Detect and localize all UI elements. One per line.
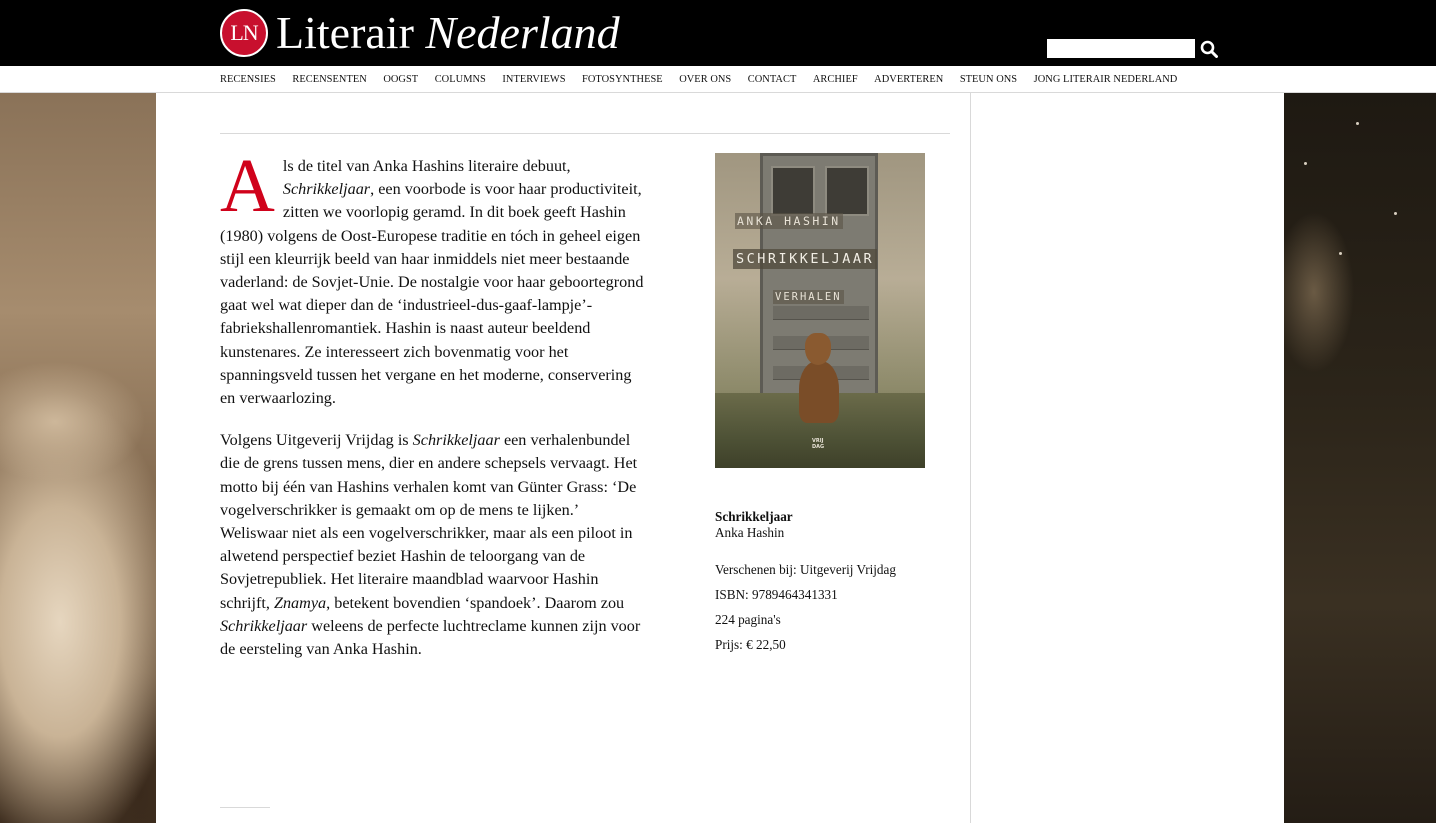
sidebar-divider (970, 93, 971, 823)
nav-item-columns[interactable]: COLUMNS (434, 74, 486, 85)
site-header (0, 0, 1436, 66)
book-author: Anka Hashin (715, 525, 785, 540)
cover-dog (799, 361, 839, 423)
book-info (715, 509, 955, 657)
nav-item-adverteren[interactable]: ADVERTEREN (874, 74, 944, 85)
nav-item-archief[interactable]: ARCHIEF (812, 74, 858, 85)
cover-subtitle: VERHALEN (775, 291, 842, 303)
nav-item-interviews[interactable]: INTERVIEWS (502, 74, 566, 85)
book-cover[interactable] (715, 153, 925, 468)
content-panel (156, 93, 1284, 823)
divider-small (220, 807, 270, 808)
cover-dog-head (805, 333, 831, 365)
nav-item-oogst[interactable]: OOGST (383, 74, 419, 85)
book-title-italic: Schrikkeljaar (412, 431, 500, 450)
book-isbn: ISBN: 9789464341331 (715, 587, 838, 602)
nav-item-recensenten[interactable]: RECENSENTEN (292, 74, 367, 85)
book-pages: 224 pagina's (715, 612, 781, 627)
logo-word-literair: Literair (276, 7, 414, 58)
logo-text (276, 8, 620, 58)
nav-item-fotosynthese[interactable]: FOTOSYNTHESE (582, 74, 663, 85)
book-title-italic: Schrikkeljaar (282, 180, 371, 199)
search-button[interactable] (1199, 38, 1219, 60)
search-icon (1200, 40, 1218, 58)
book-publisher: Verschenen bij: Uitgeverij Vrijdag (715, 562, 896, 577)
article-body (220, 144, 645, 680)
nav-item-jong-literair-nederland[interactable]: JONG LITERAIR NEDERLAND (1033, 74, 1178, 85)
cover-publisher-logo: VRIJ DAG (812, 438, 825, 450)
cover-title: SCHRIKKELJAAR (733, 249, 877, 269)
divider (220, 133, 950, 134)
magazine-title-italic: Znamya (273, 593, 327, 612)
drop-cap: A (220, 144, 275, 228)
logo-word-nederland: Nederland (425, 7, 620, 58)
site-logo[interactable] (220, 8, 620, 58)
nav-item-contact[interactable]: CONTACT (747, 74, 797, 85)
book-title: Schrikkeljaar (715, 509, 793, 524)
main-nav (0, 66, 1436, 93)
background-photo-right (1284, 92, 1436, 823)
book-meta (715, 557, 955, 657)
search-input[interactable] (1047, 39, 1195, 58)
article-paragraph: Volgens Uitgeverij Vrijdag is Schrikkeljaar een verhalenbundel die de grens tussen mens, dier en andere schepsels vervaagt. Het motto bij één van Hashins verhalen komt van Günter Grass: ‘De vogelverschrikker is gemaakt om op de mens te lijken.’ Weliswaar niet als een vogelverschrikker, maar als een piloot in alwetend perspectief beziet Hashin de teloorgang van de Sovjetrepubliek. Het literaire maandblad waarvoor Hashin schrijft, Znamya, betekent bovendien ‘spandoek’. Daarom zou Schrikkeljaar weleens de perfecte luchtreclame kunnen zijn voor de eersteling van Anka Hashin. (220, 431, 641, 659)
logo-badge: LN (220, 9, 268, 57)
article-paragraph: Als de titel van Anka Hashins literaire debuut, Schrikkeljaar, een voorbode is voor haar productiviteit, zitten we voorlopig geramd. In dit boek geeft Hashin (1980) volgens de Oost-Europese traditie en tóch in geheel eigen stijl een kleurrijk beeld van haar inmiddels niet meer bestaande vaderland: de Sovjet-Unie. De nostalgie voor haar geboortegrond gaat wel wat dieper dan de ‘industrieel-dus-gaaf-lampje’-fabriekshallenromantiek. Hashin is naast auteur beeldend kunstenares. Ze interesseert zich bovenmatig voor het spanningsveld tussen het vergane en het moderne, conservering en verwaarlozing. (220, 144, 644, 408)
background-photo-left (0, 92, 156, 823)
book-price: Prijs: € 22,50 (715, 637, 786, 652)
book-title-italic: Schrikkeljaar (220, 616, 308, 635)
nav-item-steun-ons[interactable]: STEUN ONS (959, 74, 1018, 85)
nav-list (220, 74, 1177, 85)
nav-item-over-ons[interactable]: OVER ONS (679, 74, 732, 85)
nav-item-recensies[interactable]: RECENSIES (220, 74, 276, 85)
cover-author: ANKA HASHIN (737, 214, 841, 228)
